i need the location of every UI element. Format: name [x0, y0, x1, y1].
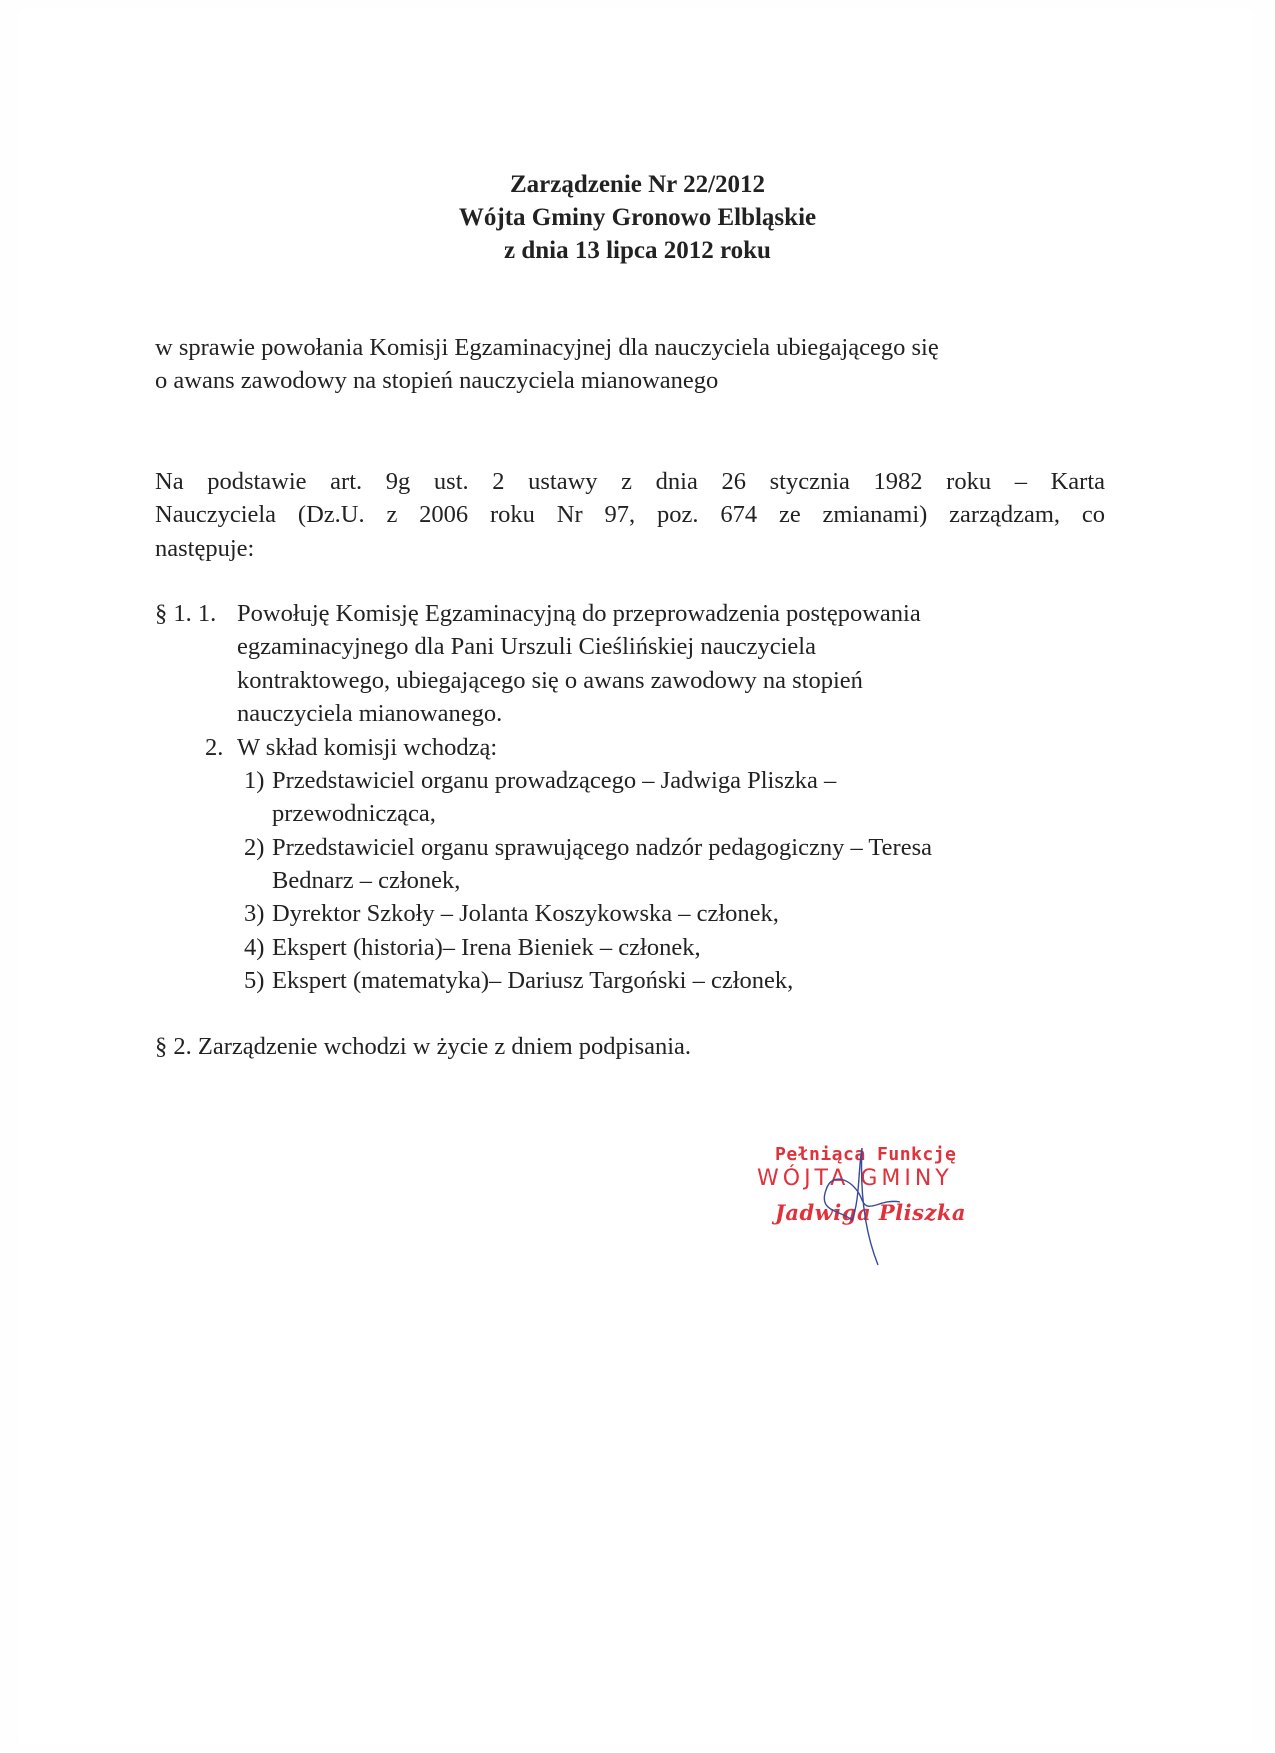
title-line-1: Zarządzenie Nr 22/2012	[509, 171, 766, 198]
item-text: Ekspert (historia)– Irena Bieniek – członek,	[272, 934, 701, 961]
item-text: Bednarz – członek,	[272, 867, 461, 894]
item-number: 4)	[244, 934, 265, 961]
signature-stroke	[824, 1148, 900, 1265]
section-1-para-2-marker: 2.	[205, 734, 224, 761]
item-number: 1)	[244, 767, 265, 794]
section-1-line: nauczyciela mianowanego.	[237, 700, 503, 727]
section-1-line: kontraktowego, ubiegającego się o awans zawodowy na stopień	[237, 667, 863, 694]
item-text: przewodnicząca,	[272, 800, 436, 827]
subject-line-1: w sprawie powołania Komisji Egzaminacyjnej dla nauczyciela ubiegającego się	[155, 334, 939, 361]
item-text: Przedstawiciel organu prowadzącego – Jadwiga Pliszka –	[272, 767, 837, 794]
item-number: 5)	[244, 967, 265, 994]
section-1-para-2-text: W skład komisji wchodzą:	[237, 734, 498, 761]
item-text: Ekspert (matematyka)– Dariusz Targoński – członek,	[272, 967, 794, 994]
section-1-marker: § 1. 1.	[155, 600, 217, 627]
item-text: Przedstawiciel organu sprawującego nadzór pedagogiczny – Teresa	[272, 834, 932, 861]
section-1-line: Powołuję Komisję Egzaminacyjną do przeprowadzenia postępowania	[237, 600, 921, 627]
preamble-line-3: następuje:	[155, 534, 255, 562]
item-text: Dyrektor Szkoły – Jolanta Koszykowska – członek,	[272, 900, 779, 927]
preamble-line-2: Nauczyciela (Dz.U. z 2006 roku Nr 97, poz. 674 ze zmianami) zarządzam, co	[155, 501, 1105, 529]
item-number: 2)	[244, 834, 265, 861]
document-title	[0, 168, 1275, 267]
preamble	[155, 465, 1105, 565]
stamp-line-2: WÓJTA GMINY	[757, 1166, 953, 1191]
item-number: 3)	[244, 900, 265, 927]
section-1-line: egzaminacyjnego dla Pani Urszuli Cieślińskiej nauczyciela	[237, 633, 816, 660]
title-line-3: z dnia 13 lipca 2012 roku	[504, 237, 771, 264]
handwritten-signature	[800, 1140, 940, 1270]
preamble-line-1: Na podstawie art. 9g ust. 2 ustawy z dnia 26 stycznia 1982 roku – Karta	[155, 468, 1105, 495]
page	[18, 10, 1253, 1743]
title-line-2: Wójta Gminy Gronowo Elbląskie	[458, 204, 817, 231]
subject-line-2: o awans zawodowy na stopień nauczyciela mianowanego	[155, 367, 719, 394]
stamp-line-1: Pełniąca Funkcję	[775, 1144, 957, 1165]
stamp-line-3: Jadwiga Pliszka	[775, 1200, 967, 1225]
section-2: § 2. Zarządzenie wchodzi w życie z dniem podpisania.	[155, 1033, 692, 1060]
